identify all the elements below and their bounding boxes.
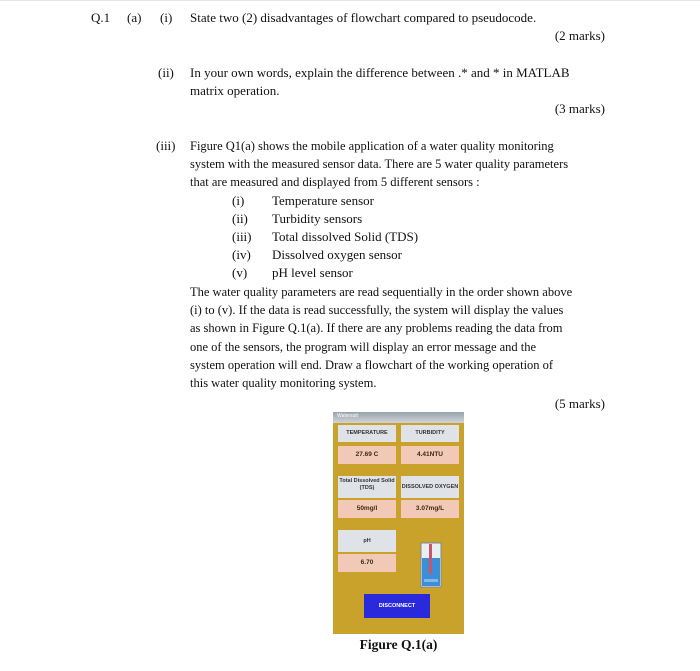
temperature-value: 27.69 C [338,446,396,464]
sensor-num: (v) [232,265,248,280]
figure-app-screenshot [333,412,464,634]
subpart-iii-body-4: one of the sensors, the program will display an error message and the [190,340,537,354]
subpart-iii-body-2: (i) to (v). If the data is read successfully, the system will display the values [190,303,564,317]
tds-label: Total Dissolved Solid (TDS) [338,476,396,498]
dissolved-oxygen-label: DISSOLVED OXYGEN [401,476,459,498]
top-divider [0,0,700,1]
subpart-i-marks: (2 marks) [554,28,605,43]
sensor-name: Temperature sensor [272,193,374,208]
subpart-ii-line2: matrix operation. [190,83,280,98]
app-header-title: Watersuit [337,413,358,419]
subpart-iii-body-3: as shown in Figure Q.1(a). If there are any problems reading the data from [190,321,563,335]
sensor-name: Turbidity sensors [272,211,363,226]
water-glass-icon [420,542,442,588]
subpart-iii-body-1: The water quality parameters are read sequentially in the order shown above [190,285,573,299]
sensor-item [232,228,418,246]
subpart-iii-number: (iii) [156,138,176,153]
subpart-iii-body-6: this water quality monitoring system. [190,376,377,390]
dissolved-oxygen-value: 3.07mg/L [401,500,459,518]
question-number: Q.1 [91,10,111,25]
sensor-item [232,264,353,282]
turbidity-label: TURBIDITY [401,425,459,442]
subpart-iii-intro-3: that are measured and displayed from 5 different sensors : [190,175,480,189]
sensor-item [232,210,362,228]
subpart-i-number: (i) [160,10,173,25]
subpart-iii-intro-2: system with the measured sensor data. There are 5 water quality parameters [190,157,569,171]
sensor-name: pH level sensor [272,265,353,280]
subpart-iii-intro-1: Figure Q1(a) shows the mobile application of a water quality monitoring [190,139,554,153]
subpart-ii-line1: In your own words, explain the difference between .* and * in MATLAB [190,65,570,80]
part-label: (a) [127,10,142,25]
sensor-num: (iii) [232,229,252,244]
app-header-bar [333,412,464,423]
sensor-name: Total dissolved Solid (TDS) [272,229,419,244]
subpart-ii-marks: (3 marks) [554,101,605,116]
subpart-i-text: State two (2) disadvantages of flowchart compared to pseudocode. [190,10,537,25]
sensor-item [232,246,402,264]
figure-caption: Figure Q.1(a) [359,637,438,652]
sensor-num: (ii) [232,211,248,226]
ph-value: 6.70 [338,554,396,572]
sensor-item [232,192,374,210]
sensor-name: Dissolved oxygen sensor [272,247,402,262]
subpart-ii-number: (ii) [158,65,174,80]
turbidity-value: 4.41NTU [401,446,459,464]
sensor-num: (iv) [232,247,251,262]
disconnect-button[interactable]: DISCONNECT [364,594,430,618]
sensor-num: (i) [232,193,245,208]
temperature-label: TEMPERATURE [338,425,396,442]
subpart-iii-body-5: system operation will end. Draw a flowchart of the working operation of [190,358,554,372]
subpart-iii-marks: (5 marks) [554,396,605,411]
ph-label: pH [338,530,396,552]
tds-value: 50mg/l [338,500,396,518]
